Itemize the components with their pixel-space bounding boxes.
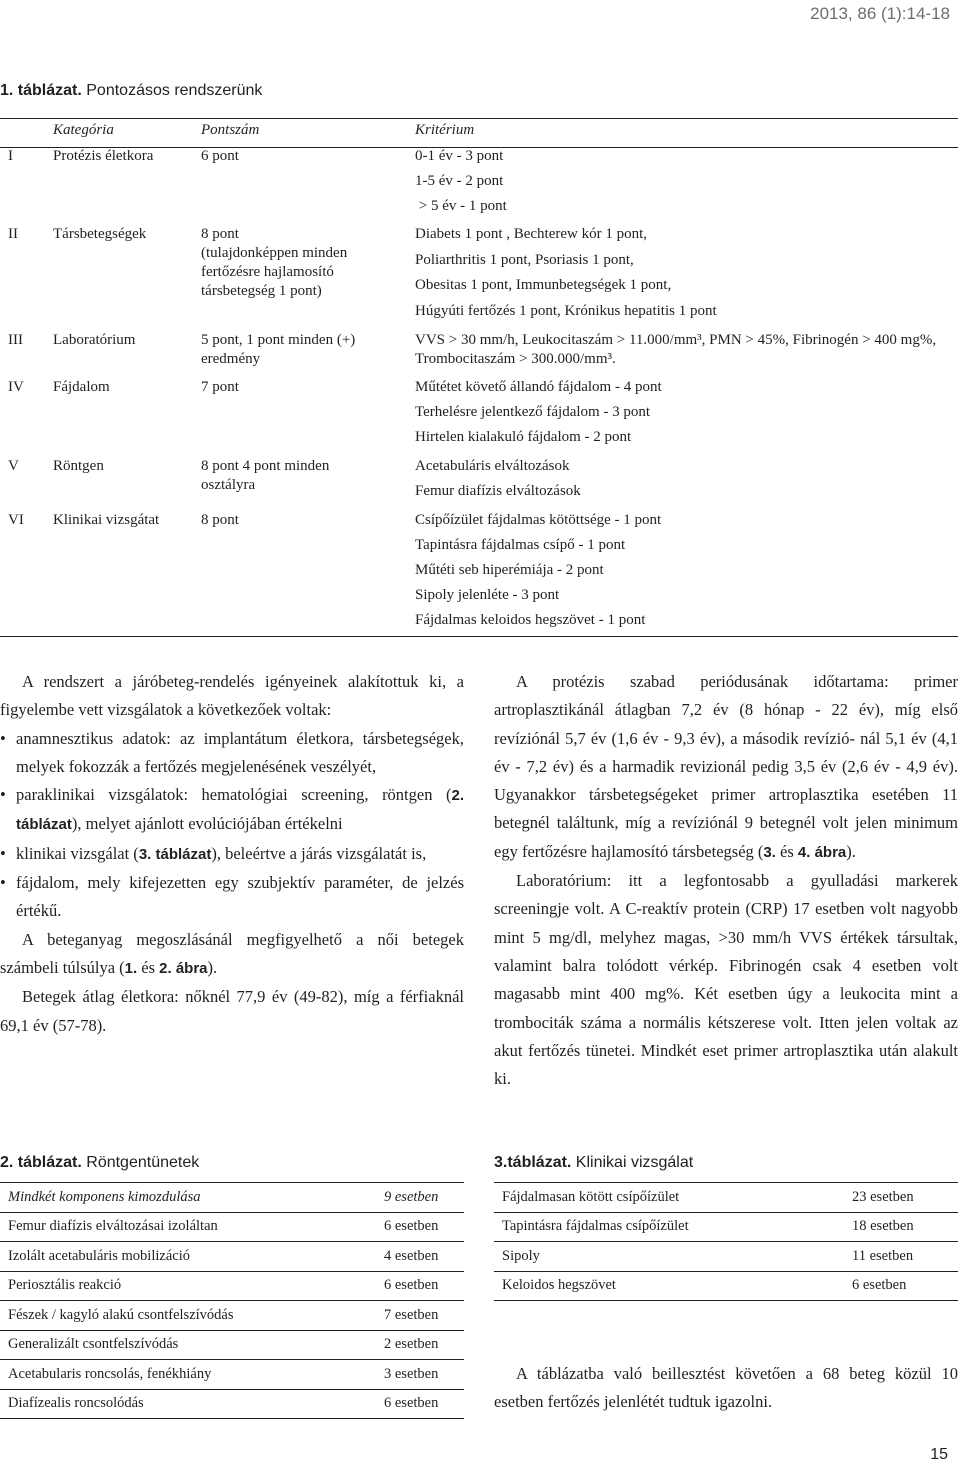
exam-list [0,725,464,926]
table-cell: Sipoly [494,1242,844,1272]
row-category: Protézis életkora [53,148,154,164]
table2-caption-text: Röntgentünetek [81,1154,200,1171]
table-cell: Keloidos hegszövet [494,1271,844,1301]
table-cell: 6 esetben [376,1389,464,1419]
table-cell: 9 esetben [376,1183,464,1213]
table1-header-criteria: Kritérium [415,122,475,138]
table-cell: Fájdalmasan kötött csípőízület [494,1183,844,1213]
table-row [0,1389,464,1419]
paragraph-text: és [775,841,798,861]
row-numeral: III [8,332,23,348]
row-numeral: VI [8,512,24,528]
criteria-line: 1-5 év - 2 pont [415,173,504,189]
radiology-table [0,1182,464,1419]
figure-reference: 4. ábra [797,843,847,861]
row-points: 7 pont [201,379,239,395]
scoring-table [0,118,958,638]
table2-caption [0,1154,199,1172]
table-cell: 18 esetben [844,1212,958,1242]
table-cell: Tapintásra fájdalmas csípőízület [494,1212,844,1242]
criteria-line: Csípőízület fájdalmas kötöttsége - 1 pont [415,512,662,528]
right-column-closing [494,1360,958,1417]
row-criteria [415,454,581,504]
running-header-citation: 2013, 86 (1):14-18 [810,4,950,23]
table1-bottom-rule [0,636,958,637]
criteria-line: Poliarthritis 1 pont, Psoriasis 1 pont, [415,251,634,268]
table-cell: Mindkét komponens kimozdulása [0,1183,376,1213]
laboratory-paragraph: Laboratórium: itt a legfontosabb a gyulladási markerek screeningje volt. A C-reaktív protein (CRP) 17 esetben volt nagyobb mint 5 mg/dl, melyhez magas, >30 mm/h VVS értékek társultak, valamint balra tolódott vérkép. Fibrinogén csak 4 esetben volt magasabb mint 400 mg%. Két esetben úgy a leukocita mint a trombociták száma a normális kétszerese volt. Itten jelen voltak az akut fertőzés tünetei. Mindkét eset primer artroplasztika után alakult ki. [494,871,958,1089]
list-item-text: ), melyet ajánlott evolúciójában értékelni [71,814,343,834]
table-cell: Diafízealis roncsolódás [0,1389,376,1419]
table-cell: Fészek / kagyló alakú csontfelszívódás [0,1301,376,1331]
table-cell: Periosztális reakció [0,1271,376,1301]
intro-paragraph: A rendszert a járóbeteg-rendelés igényeinek alakítottuk ki, a figyelembe vett vizsgálatok a következőek voltak: [0,672,464,720]
table-row [494,1271,958,1301]
paragraph-text: ). [207,957,218,977]
row-category: Fájdalom [53,379,110,395]
table-row [0,1183,464,1213]
points-value: 8 pont [201,226,239,242]
row-points [201,222,391,301]
table-cell: 11 esetben [844,1242,958,1272]
criteria-line: Hirtelen kialakuló fájdalom - 2 pont [415,429,632,445]
table-cell: 7 esetben [376,1301,464,1331]
criteria-line: Sipoly jelenléte - 3 pont [415,587,560,603]
gender-paragraph [0,926,464,984]
row-criteria [415,375,662,450]
list-item: • fájdalom, mely kifejezetten egy szubjektív paraméter, de jelzés értékű. [0,869,464,926]
table-row [0,1360,464,1390]
row-category: Röntgen [53,458,104,474]
table-row [494,1242,958,1272]
list-item [0,781,464,840]
criteria-line: Diabets 1 pont , Bechterew kór 1 pont, [415,226,648,242]
table-row [494,1183,958,1213]
conclusion-paragraph: A táblázatba való beillesztést követően a 68 beteg közül 10 esetben fertőzés jelenlétét tudtuk igazolni. [494,1364,958,1412]
row-numeral: I [8,148,13,164]
left-column [0,668,464,1040]
list-item-text: ), beleértve a járás vizsgálatát is, [211,843,427,863]
table1-header-points: Pontszám [201,122,260,138]
table-cell: 2 esetben [376,1330,464,1360]
table1-header-category: Kategória [53,122,114,138]
table1-top-rule [0,118,958,119]
prosthesis-paragraph [494,668,958,867]
criteria-line: Műtéti seb hiperémiája - 2 pont [415,562,604,578]
table-row [0,1242,464,1272]
criteria-line: > 5 év - 1 pont [415,198,507,214]
paragraph-text: ). [846,841,856,861]
criteria-line: Femur diafízis elváltozások [415,483,581,499]
table-cell: 23 esetben [844,1183,958,1213]
clinical-exam-table [494,1182,958,1301]
table1-caption-text: Pontozásos rendszerünk [81,82,263,99]
row-criteria [415,222,717,324]
table-cell: 6 esetben [844,1271,958,1301]
list-item: • anamnesztikus adatok: az implantátum életkora, társbetegségek, melyek fokozzák a fertőzés megjelenésének veszélyét, [0,725,464,782]
figure-reference: 3. [763,843,776,861]
criteria-line: Tapintásra fájdalmas csípő - 1 pont [415,537,626,553]
table1-caption [0,82,262,100]
criteria-line: 0-1 év - 3 pont [415,148,504,164]
criteria-line: Fájdalmas keloidos hegszövet - 1 pont [415,612,646,628]
row-points: 8 pont 4 pont minden osztályra [201,458,330,493]
criteria-line: Obesitas 1 pont, Immunbetegségek 1 pont, [415,277,672,293]
table3-caption-label: 3.táblázat. [494,1154,572,1171]
row-category: Laboratórium [53,332,136,348]
table-cell: Izolált acetabuláris mobilizáció [0,1242,376,1272]
row-criteria [415,328,950,369]
table-row [0,1271,464,1301]
list-item [0,840,464,869]
criteria-line: VVS > 30 mm/h, Leukocitaszám > 11.000/mm³, PMN > 45%, Fibrinogén > 400 mg%, Trombocitaszám > 300.000/mm³. [415,332,937,367]
table3-caption-text: Klinikai vizsgálat [571,1154,694,1171]
criteria-line: Műtétet követő állandó fájdalom - 4 pont [415,379,662,395]
table-reference: 3. táblázat [138,845,212,863]
age-paragraph: Betegek átlag életkora: nőknél 77,9 év (49-82), míg a férfiaknál 69,1 év (57-78). [0,987,464,1035]
paragraph-text: A beteganyag megoszlásánál megfigyelhető a női betegek számbeli túlsúlya ( [0,929,464,977]
table1-caption-label: 1. táblázat. [0,82,82,99]
table-cell: Acetabularis roncsolás, fenékhiány [0,1360,376,1390]
paragraph-text: A protézis szabad periódusának időtartama: primer artroplasztikánál átlagban 7,2 év (8 hónap - 22 év), míg első revíziónál 5,7 év (1,6 év - 9,3 év), a második revízió- nál 5,1 év (4,1 év - 7,2 év) és a harmadik revizionál pedig 3,5 év (2,6 év - 4,9 év). Ugyanakkor társbetegségeket primer artroplasztika esetében 11 betegnél találtunk, míg a revíziónál 9 betegnél volt jelen minimum egy fertőzésre hajlamosító társbetegség ( [494,672,958,861]
figure-reference: 1. [124,959,138,977]
table3-caption [494,1154,693,1172]
criteria-line: Acetabuláris elváltozások [415,458,570,474]
table-row [494,1212,958,1242]
right-column [494,668,958,1093]
row-criteria [415,508,661,633]
paragraph-text: és [137,957,160,977]
table-cell: 6 esetben [376,1212,464,1242]
table-cell: 6 esetben [376,1271,464,1301]
table-cell: Generalizált csontfelszívódás [0,1330,376,1360]
row-points: 5 pont, 1 pont minden (+) eredmény [201,332,356,367]
list-item-text: klinikai vizsgálat ( [16,843,139,863]
row-category: Klinikai vizsgátat [53,512,160,528]
table-cell: Femur diafízis elváltozásai izoláltan [0,1212,376,1242]
row-criteria [415,144,507,219]
points-note: (tulajdonképpen minden fertőzésre hajlamosító társbetegség 1 pont) [201,245,348,299]
row-category: Társbetegségek [53,226,147,242]
table-row [0,1212,464,1242]
list-item-text: paraklinikai vizsgálatok: hematológiai screening, röntgen ( [16,785,452,805]
row-points: 6 pont [201,148,239,164]
table-cell: 3 esetben [376,1360,464,1390]
page-number: 15 [930,1446,948,1463]
figure-reference: 2. ábra [159,959,208,977]
row-numeral: II [8,226,18,242]
row-numeral: V [8,458,19,474]
table-cell: 4 esetben [376,1242,464,1272]
table2-caption-label: 2. táblázat. [0,1154,82,1171]
row-points: 8 pont [201,512,239,528]
table-row [0,1301,464,1331]
criteria-line: Húgyúti fertőzés 1 pont, Krónikus hepatitis 1 pont [415,302,717,319]
row-numeral: IV [8,379,24,395]
table-row [0,1330,464,1360]
criteria-line: Terhelésre jelentkező fájdalom - 3 pont [415,404,651,420]
table-reference: 2. táblázat [16,787,464,834]
